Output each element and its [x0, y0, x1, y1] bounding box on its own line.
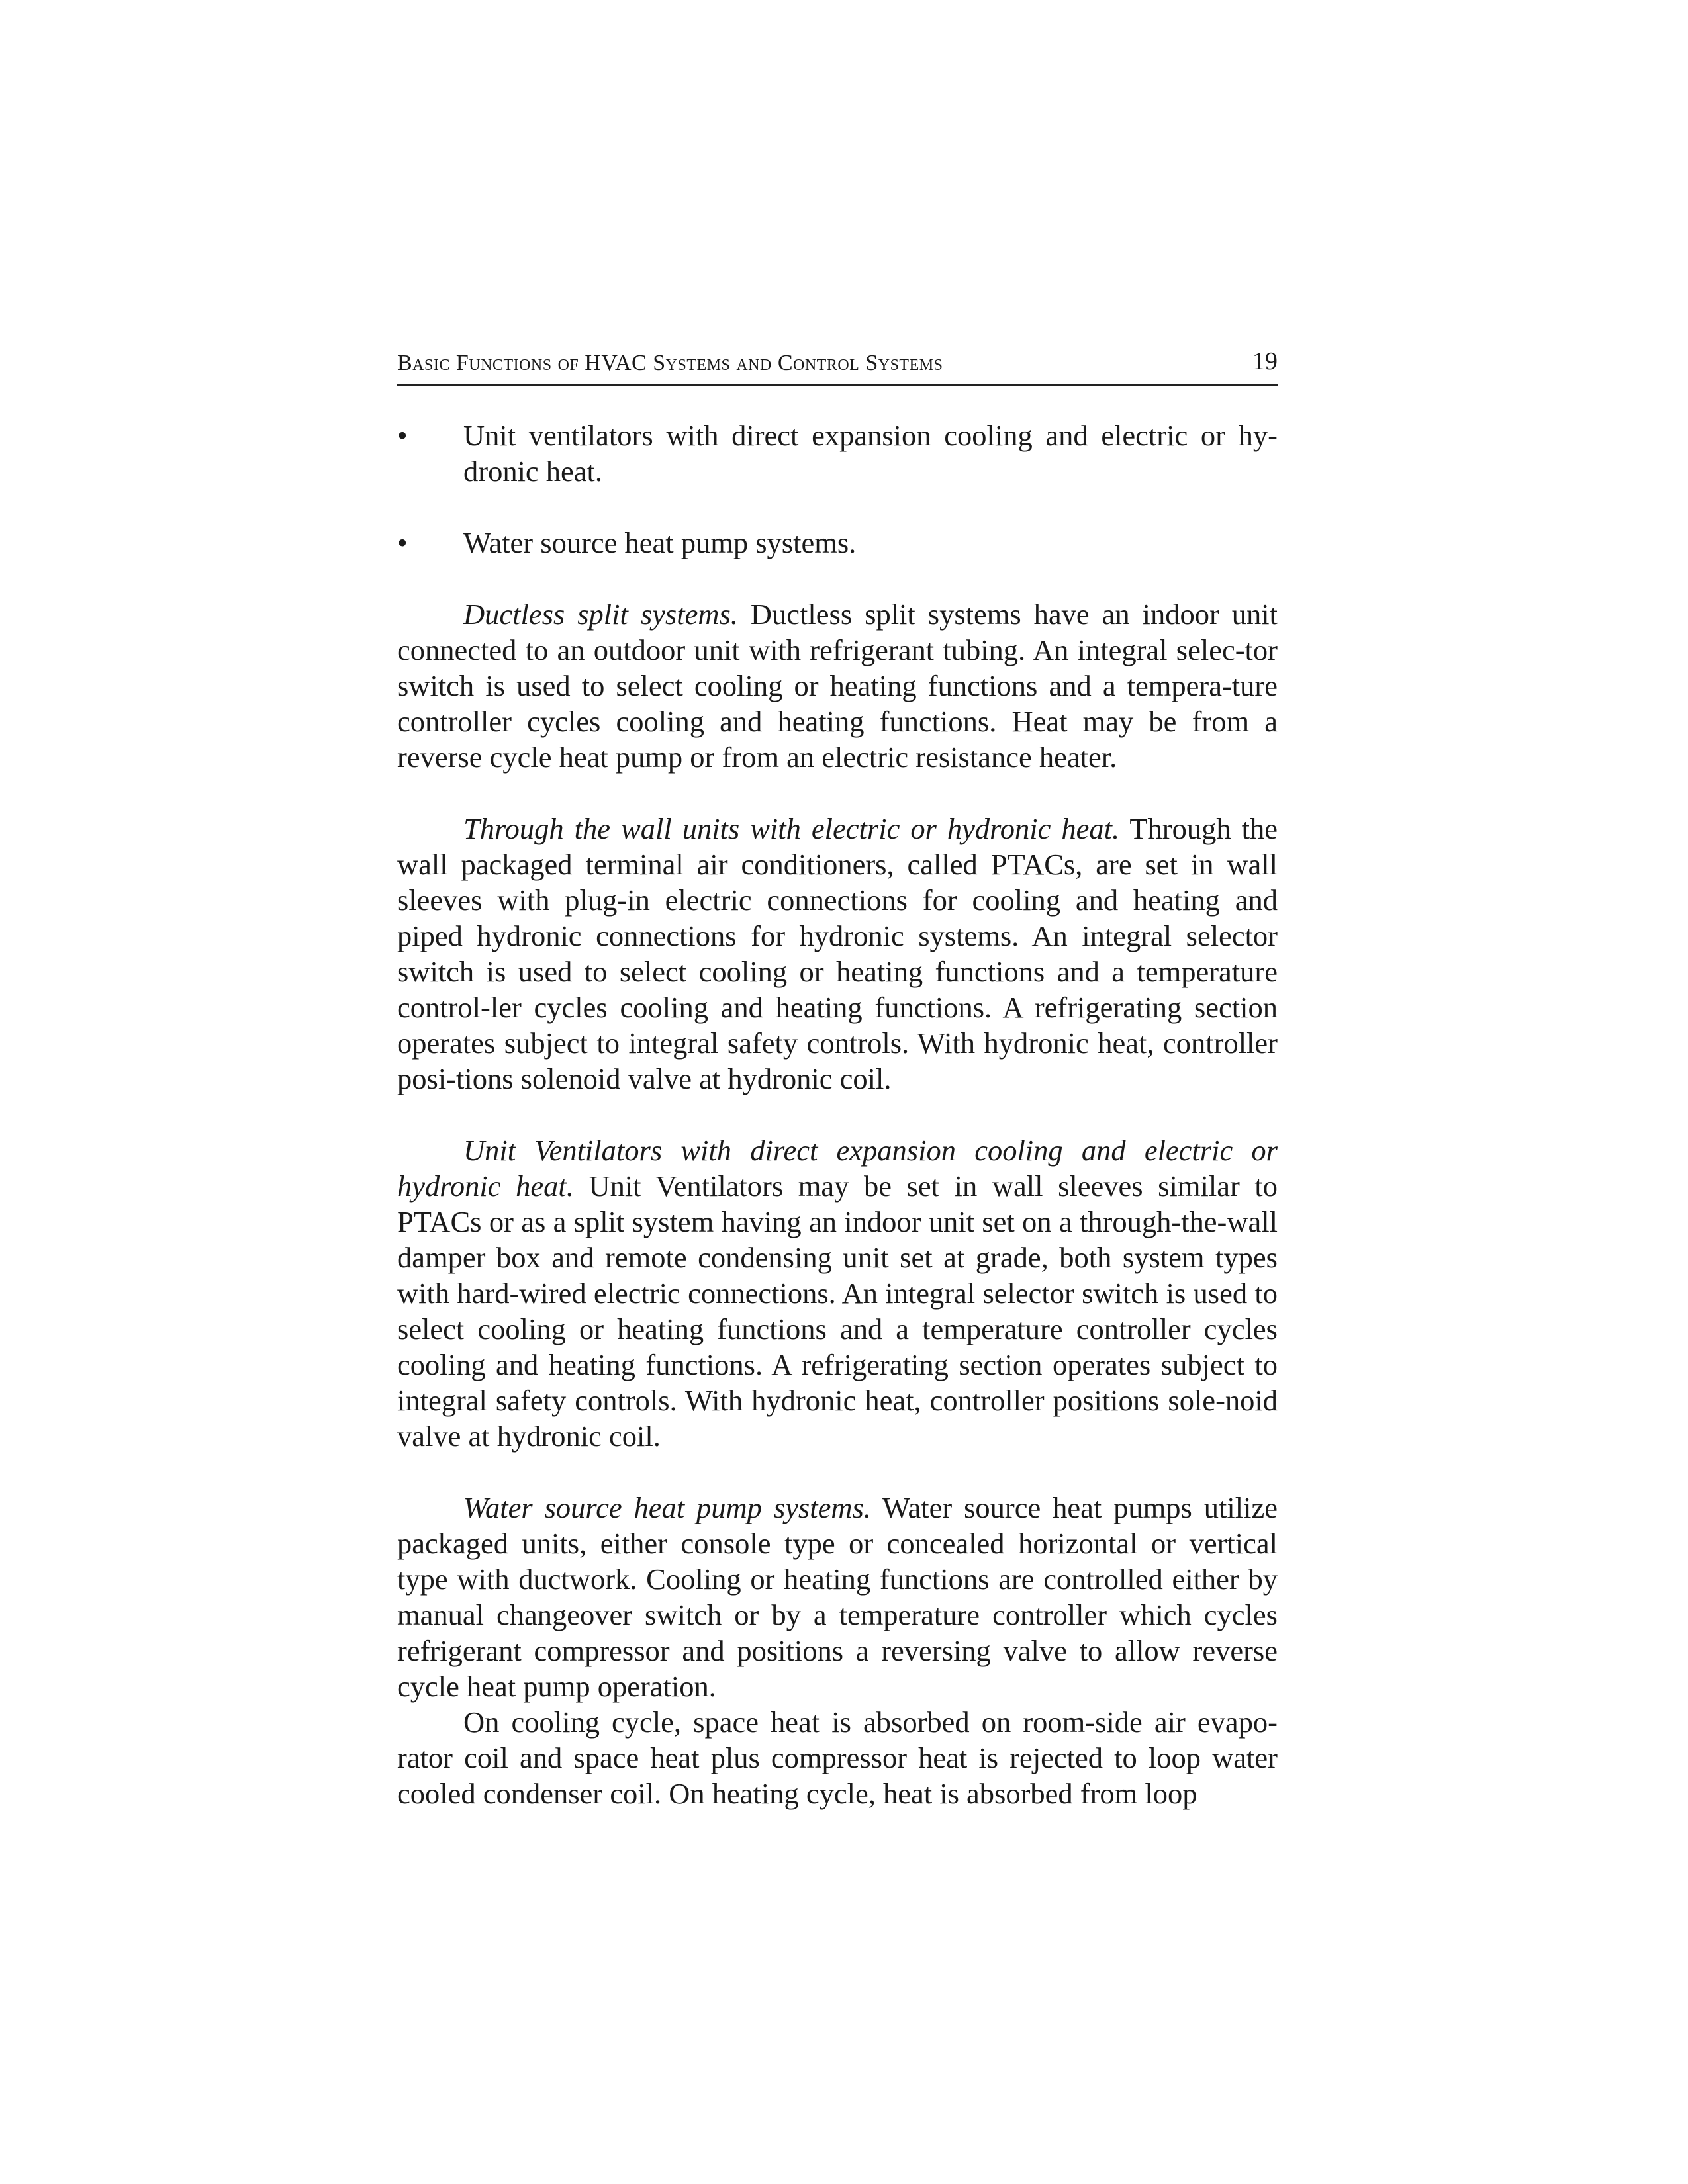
paragraph-heading: Ductless split systems.	[463, 598, 738, 631]
bullet-icon: •	[397, 526, 408, 559]
body-text	[397, 418, 1278, 1811]
paragraph-text: Water source heat pumps utilize packaged units, either console type or concealed horizontal or vertical type with ductwork. Cooling or heating functions are controlled either by manual changeover switch or by a temperature controller which cycles refrigerant compressor and positions a reversing valve to allow reverse cycle heat pump operation.	[397, 1491, 1278, 1703]
paragraph-text: On cooling cycle, space heat is absorbed on room-side air evapo-rator coil and space heat plus compressor heat is rejected to loop water cooled condenser coil. On heating cycle, heat is absorbed from loop	[397, 1706, 1278, 1810]
paragraph-text: Unit Ventilators may be set in wall sleeves similar to PTACs or as a split system having an indoor unit set on a through-the-wall damper box and remote condensing unit set at grade, both system types with hard-wired electric connections. An integral selector switch is used to select cooling or heating functions and a temperature controller cycles cooling and heating functions. A refrigerating section operates subject to integral safety controls. With hydronic heat, controller positions sole-noid valve at hydronic coil.	[397, 1169, 1278, 1453]
paragraph-text: Ductless split systems have an indoor unit connected to an outdoor unit with refrigerant tubing. An integral selec-tor switch is used to select cooling or heating functions and a tempera-ture controller cycles cooling and heating functions. Heat may be from a reverse cycle heat pump or from an electric resistance heater.	[397, 598, 1278, 774]
bullet-item	[397, 418, 1278, 489]
paragraph-heading: Through the wall units with electric or hydronic heat.	[463, 812, 1120, 845]
paragraph-heading: Water source heat pump systems.	[463, 1491, 871, 1524]
paragraph-cooling-cycle	[397, 1704, 1278, 1811]
bullet-text: Unit ventilators with direct expansion cooling and electric or hy-dronic heat.	[463, 419, 1278, 488]
paragraph-heading: Unit Ventilators with direct expansion cooling and electric or hydronic heat.	[397, 1134, 1278, 1203]
bullet-text: Water source heat pump systems.	[463, 526, 857, 559]
paragraph-ductless-split	[397, 596, 1278, 775]
page-number: 19	[1252, 347, 1278, 375]
paragraph-text: Through the wall packaged terminal air conditioners, called PTACs, are set in wall sleeves with plug-in electric connections for cooling and heating and piped hydronic connections for hydronic systems. An integral selector switch is used to select cooling or heating functions and a temperature control-ler cycles cooling and heating functions. A refrigerating section operates subject to integral safety controls. With hydronic heat, controller posi-tions solenoid valve at hydronic coil.	[397, 812, 1278, 1095]
paragraph-through-wall	[397, 811, 1278, 1097]
paragraph-unit-ventilators	[397, 1132, 1278, 1454]
running-header	[397, 344, 1278, 386]
bullet-item	[397, 525, 1278, 561]
paragraph-water-source	[397, 1490, 1278, 1704]
book-page	[397, 344, 1278, 1811]
bullet-icon: •	[397, 419, 408, 452]
running-title: Basic Functions of HVAC Systems and Control Systems	[397, 351, 943, 375]
